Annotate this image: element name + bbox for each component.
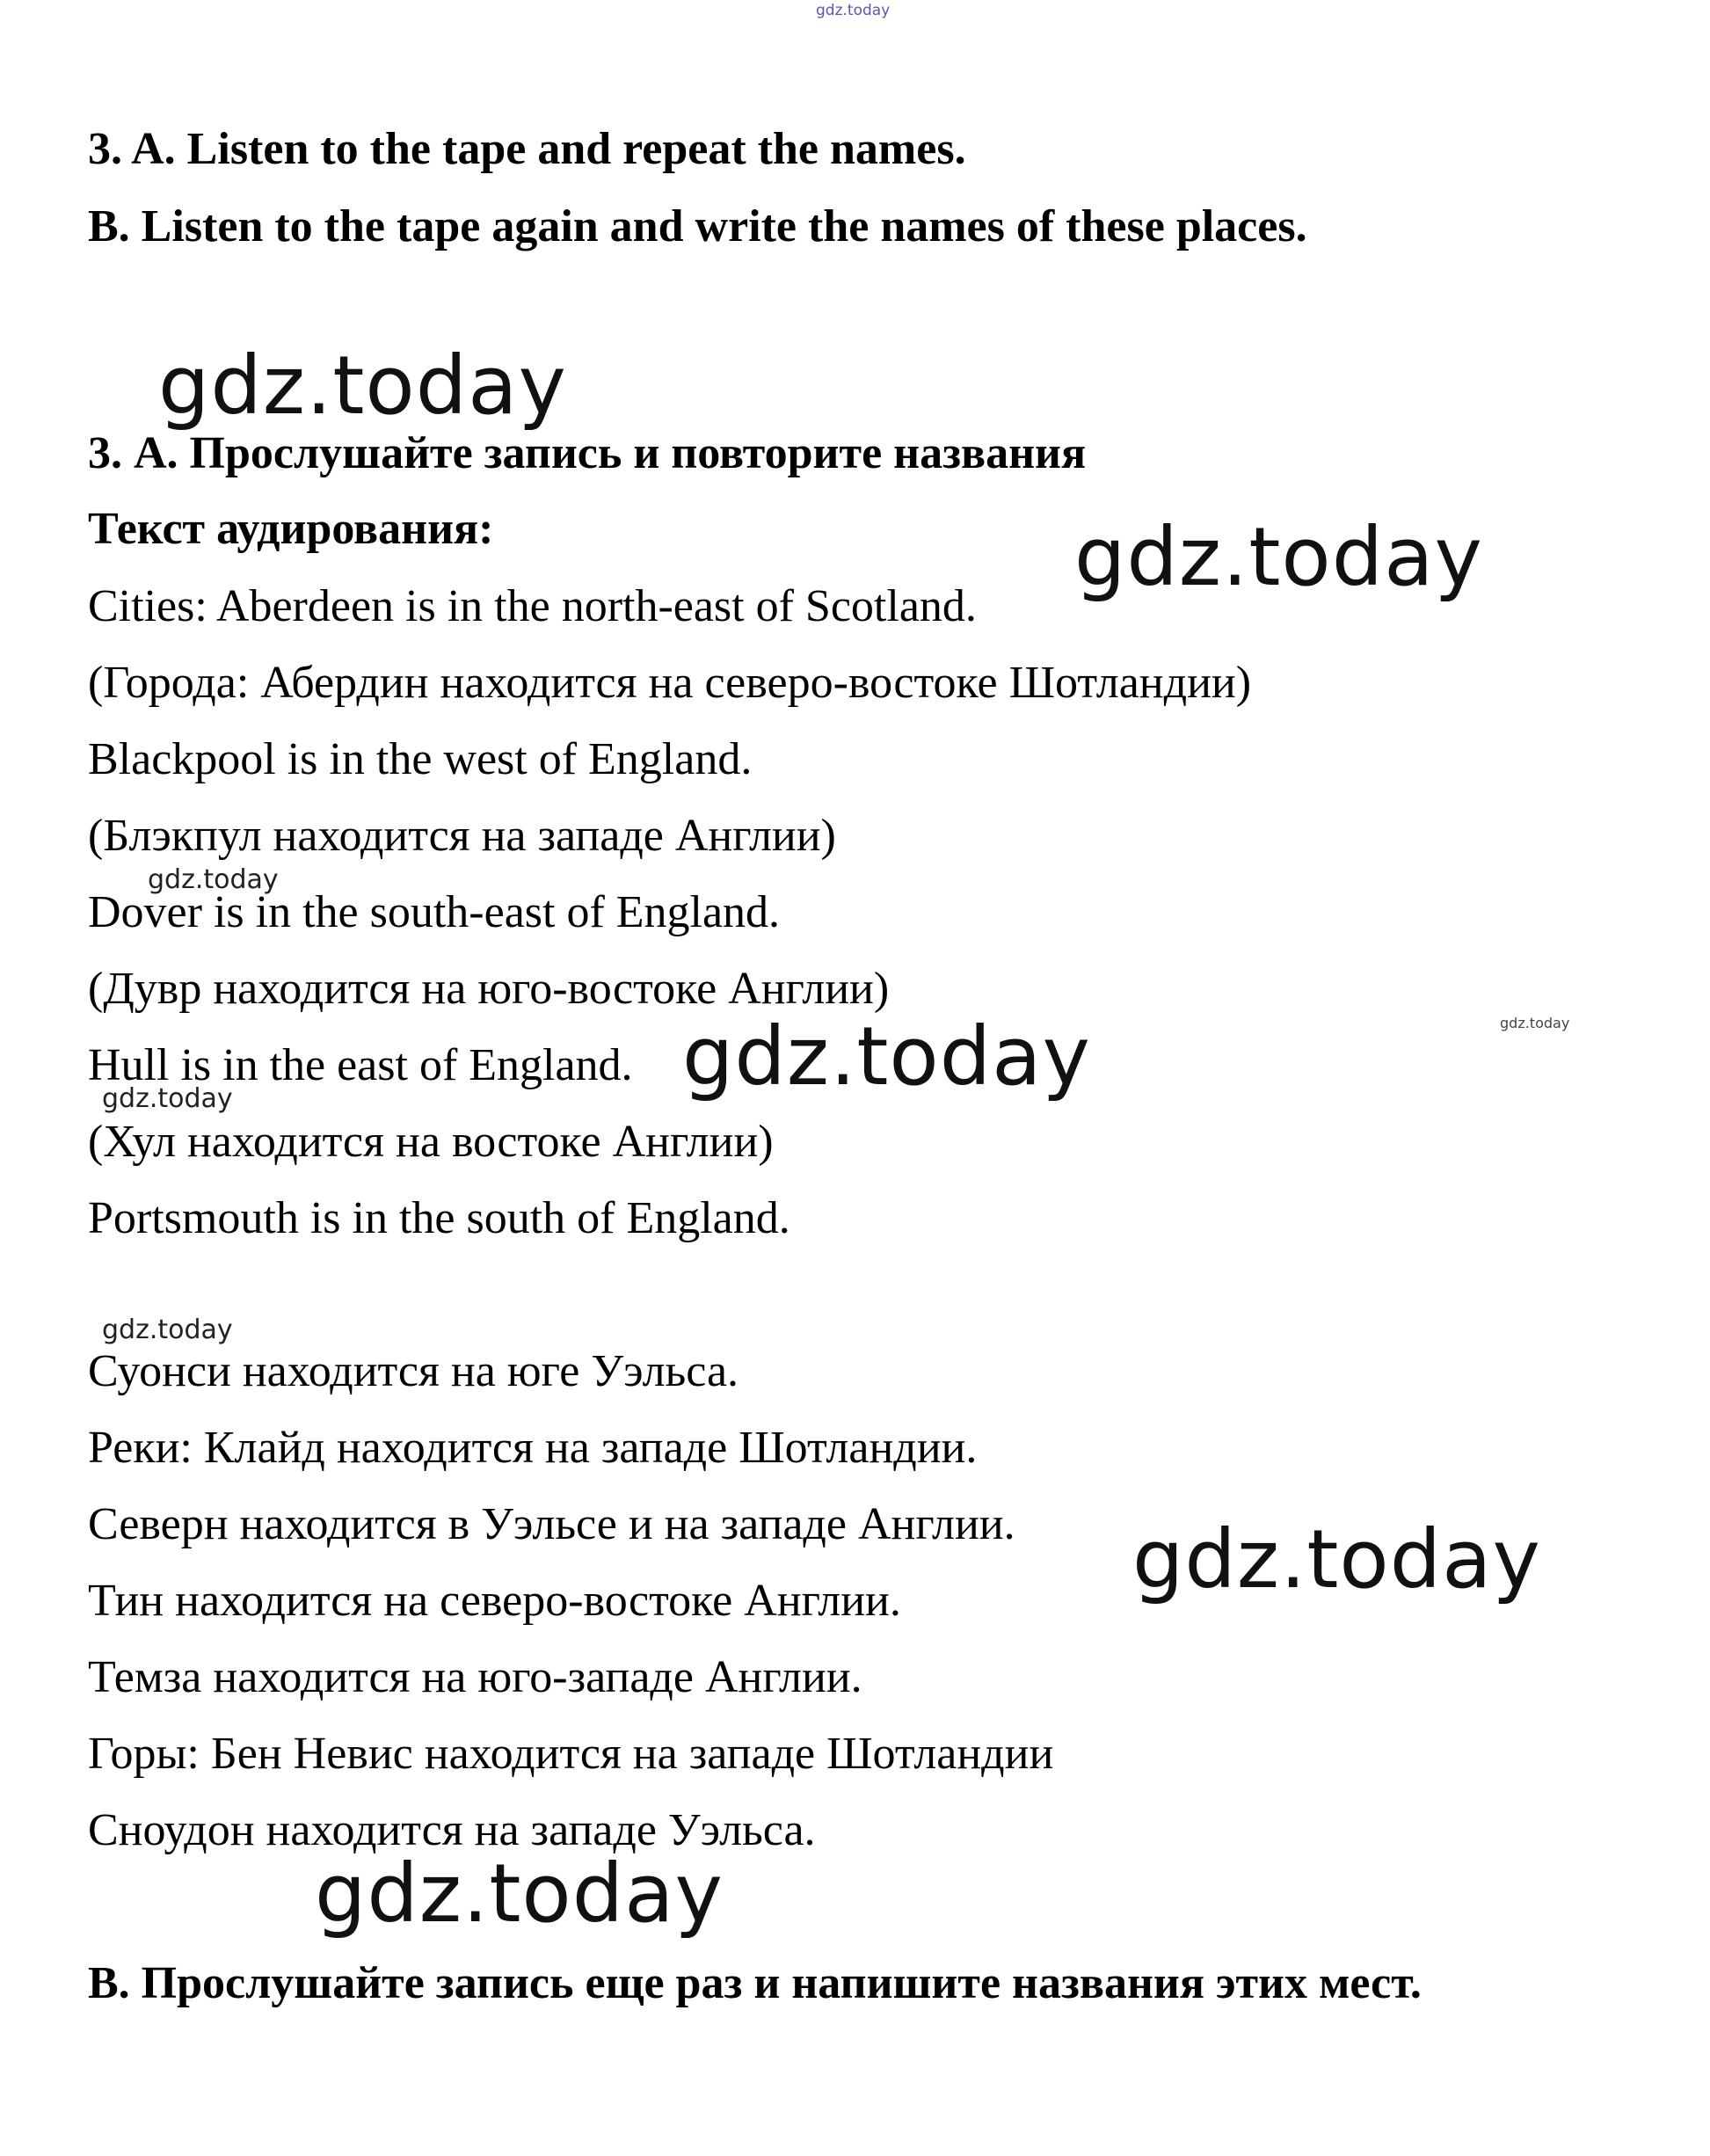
task-title-b: B. Listen to the tape again and write the names of these places. (88, 201, 1307, 251)
text-line: Сноудон находится на западе Уэльса. (88, 1805, 816, 1855)
text-line: (Города: Абердин находится на северо-востоке Шотландии) (88, 658, 1252, 708)
text-line: (Дувр находится на юго-востоке Англии) (88, 964, 890, 1014)
text-line: Dover is in the south-east of England. (88, 887, 781, 937)
watermark-large: gdz.today (158, 339, 567, 433)
watermark-small: gdz.today (148, 864, 279, 895)
text-line: Cities: Aberdeen is in the north-east of Scotland. (88, 581, 977, 631)
watermark-large: gdz.today (1074, 510, 1483, 604)
watermark-large: gdz.today (1132, 1512, 1541, 1606)
answer-heading-b: В. Прослушайте запись еще раз и напишите названия этих мест. (88, 1958, 1422, 2008)
watermark-small: gdz.today (102, 1083, 233, 1114)
watermark-top: gdz.today (816, 2, 891, 19)
text-line: Portsmouth is in the south of England. (88, 1193, 790, 1243)
watermark-tiny: gdz.today (1500, 1015, 1570, 1031)
text-line: Северн находится в Уэльсе и на западе Англии. (88, 1499, 1015, 1549)
task-title-a: 3. A. Listen to the tape and repeat the names. (88, 124, 966, 174)
text-line: Суонси находится на юге Уэльса. (88, 1346, 739, 1396)
audio-text-label: Текст аудирования: (88, 504, 494, 554)
text-line: Темза находится на юго-западе Англии. (88, 1652, 862, 1702)
answer-heading-a: 3. А. Прослушайте запись и повторите названия (88, 428, 1087, 478)
text-line: Blackpool is in the west of England. (88, 734, 753, 784)
text-line: (Хул находится на востоке Англии) (88, 1117, 774, 1167)
text-line: (Блэкпул находится на западе Англии) (88, 811, 836, 861)
watermark-large: gdz.today (682, 1009, 1091, 1103)
watermark-small: gdz.today (102, 1315, 233, 1345)
text-line: Тин находится на северо-востоке Англии. (88, 1576, 901, 1626)
text-line: Hull is in the east of England. (88, 1040, 633, 1090)
watermark-large: gdz.today (315, 1846, 724, 1941)
text-line: Горы: Бен Невис находится на западе Шотландии (88, 1729, 1054, 1779)
text-line: Реки: Клайд находится на западе Шотландии. (88, 1423, 978, 1473)
